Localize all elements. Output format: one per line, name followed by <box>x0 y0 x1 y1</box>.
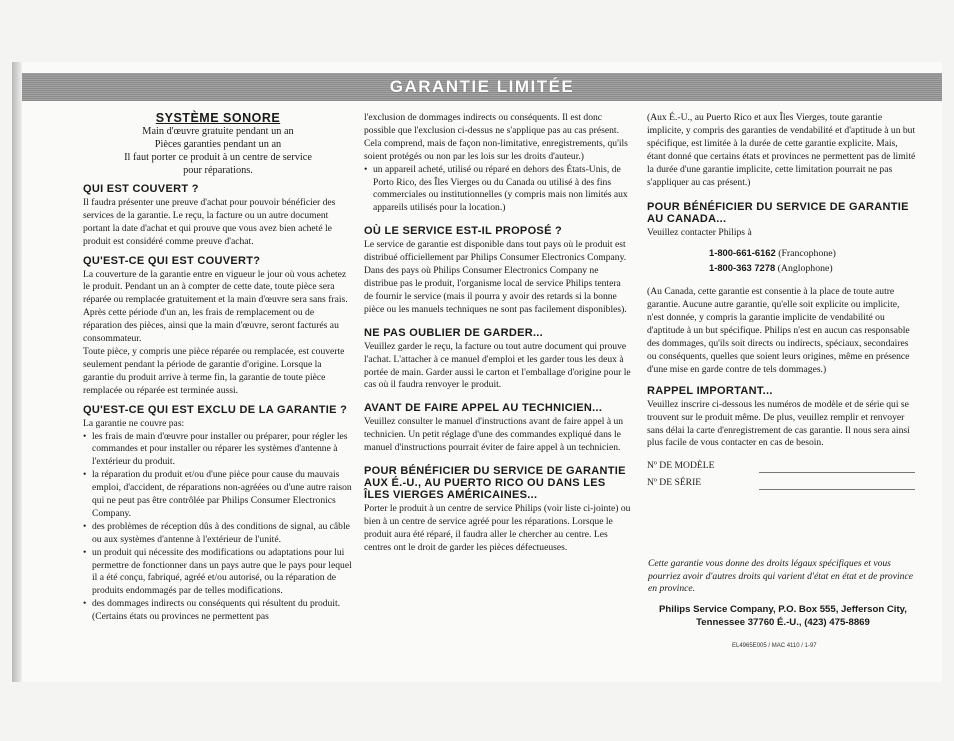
phone-language: (Anglophone) <box>777 263 833 275</box>
phone-number: 1-800-363 7278 <box>709 262 776 274</box>
heading-us-service: POUR BÉNÉFICIER DU SERVICE DE GARANTIE AUX É.-U., AU PUERTO RICO OU DANS LES ÎLES VIERGES AMÉRICAINES... <box>364 465 626 502</box>
column-middle <box>364 112 632 558</box>
list-item: • les frais de main d'œuvre pour installer ou préparer, pour régler les commandes et pour installer ou réparer les systèmes d'antenne à l'extérieur du produit. <box>92 431 353 470</box>
model-number-field[interactable] <box>647 460 917 473</box>
who-covered-text: Il faudra présenter une preuve d'achat pour pouvoir bénéficier des services de la garantie. Le reçu, la facture ou un autre document portant la date d'achat et qui prouve que vous avez bien acheté le produit est considéré comme preuve d'achat. <box>83 196 336 247</box>
heading-canada-service: POUR BÉNÉFICIER DU SERVICE DE GARANTIE AU CANADA... <box>647 201 909 226</box>
phone-entry <box>709 261 917 276</box>
page-binding-shadow <box>12 62 22 682</box>
phone-language: (Francophone) <box>778 248 836 260</box>
list-item: • la réparation du produit et/ou d'une pièce pour cause du mauvais emploi, d'accident, de réparations non-agréées ou d'une autre raison qui ne peut pas être contrôlée par Philips Consumer Electronics Company. <box>92 469 353 521</box>
phone-list <box>709 246 917 276</box>
model-number-line[interactable] <box>759 462 915 473</box>
legal-rights-text: Cette garantie vous donne des droits légaux spécifiques et vous pourriez avoir d'autres droits qui varient d'état en état et de province en province. <box>648 558 913 595</box>
serial-number-line[interactable] <box>759 479 915 490</box>
keep-text: Veuillez garder le reçu, la facture ou tout autre document qui prouve l'achat. L'attacher à ce manuel d'emploi et les garder tous les deux à portée de main. Garder aussi le carton et l'emballage d'origine pour le cas où il faudra renvoyer le produit. <box>364 340 631 391</box>
before-technician-text: Veuillez consulter le manuel d'instructions avant de faire appel à un technicien. Un petit réglage d'une des commandes expliqué dans le manuel d'instructions pourrait éviter de faire appel à un technicien. <box>364 416 624 454</box>
column-right <box>647 112 917 490</box>
heading-exclusions: QU'EST-CE QUI EST EXCLU DE LA GARANTIE ? <box>83 403 348 416</box>
phone-number: 1-800-661-6162 <box>709 247 776 259</box>
list-item: • un appareil acheté, utilisé ou réparé en dehors des États-Unis, de Porto Rico, des Îles Vierges ou du Canada ou utilisé à des fins commerciales ou institutionnelles (y compris mais non limités aux appareils utilisés pour la location.) <box>373 164 632 216</box>
list-item: • des problèmes de réception dûs à des conditions de signal, au câble ou aux systèmes d'antenne à l'extérieur de l'unité. <box>92 521 353 547</box>
phone-entry <box>709 246 917 261</box>
summary-line: Pièces garanties pendant un an <box>154 138 282 150</box>
list-item: • un produit qui nécessite des modifications ou adaptations pour lui permettre de fonctionner dans un pays autre que le pays pour lequel il a été conçu, fabriqué, agréé et/ou autorisé, ou la réparation de produits endommagés par de telles modifications. <box>92 547 353 599</box>
page-title: GARANTIE LIMITÉE <box>389 77 575 96</box>
heading-reminder: RAPPEL IMPORTANT... <box>647 384 773 397</box>
what-covered-text-2: Toute pièce, y compris une pièce réparée ou remplacée, est couverte seulement pendant la période de garantie d'origine. Lorsque la garantie du produit arrive à terme fin, la garantie de toute pièce remplacée ou réparée est terminée aussi. <box>83 345 345 396</box>
serial-number-field[interactable] <box>647 477 917 490</box>
summary-line: Il faut porter ce produit à un centre de service <box>124 151 312 163</box>
title-banner <box>22 73 942 101</box>
canada-contact-text: Veuillez contacter Philips à <box>647 227 752 239</box>
reminder-text: Veuillez inscrire ci-dessous les numéros de modèle et de série qui se trouvent sur le produit même. De plus, veuillez remplir et renvoyer sans délai la carte d'enregistrement de cas garantie. Il nous sera ainsi plus facile de vous contacter en cas de besoin. <box>647 398 910 449</box>
where-service-text: Le service de garantie est disponible dans tout pays où le produit est distribué officiellement par Philips Consumer Electronics Company. Dans des pays où Philips Consumer Electronics Company ne distribue pas le produit, l'organisme local de service Philips tentera de fournir le service (mais il pourra y avoir des retards si la bonne pièce ou les manuels techniques ne sont pas facilement disponibles). <box>364 239 627 315</box>
summary-line: Main d'œuvre gratuite pendant un an <box>142 125 294 137</box>
warranty-summary <box>83 125 353 177</box>
exclusions-list-cont <box>364 164 632 216</box>
heading-who-covered: QUI EST COUVERT ? <box>83 182 199 195</box>
document-code: EL4965E005 / MAC 4110 / 1-97 <box>732 643 817 649</box>
heading-keep: NE PAS OUBLIER DE GARDER... <box>364 326 544 339</box>
model-number-label: Nº DE MODÈLE <box>647 460 715 472</box>
serial-number-label: Nº DE SÉRIE <box>647 477 702 489</box>
implied-warranty-us-text: (Aux É.-U., au Puerto Rico et aux Îles Vierges, toute garantie implicite, y compris des garanties de vendabilité et d'aptitude à un but spécifique, est limitée à la durée de cette garantie explicite. Mais, étant donné que certains états et provinces ne permettent pas de limité la durée d'une garantie implicite, cette limitation pourrait ne pas s'appliquer au cas présent.) <box>647 112 916 188</box>
heading-before-technician: AVANT DE FAIRE APPEL AU TECHNICIEN... <box>364 402 603 415</box>
service-address: Philips Service Company, P.O. Box 555, Jefferson City, Tennessee 37760 É.-U., (423) 475-8869 <box>659 604 907 628</box>
list-item: • des dommages indirects ou conséquents qui résultent du produit. (Certains états ou provinces ne permettent pas <box>92 598 353 624</box>
summary-line: pour réparations. <box>183 164 253 176</box>
heading-where-service: OÙ LE SERVICE EST-IL PROPOSÉ ? <box>364 225 563 238</box>
canada-warranty-text: (Au Canada, cette garantie est consentie à la place de toute autre garantie. Aucune autre garantie, qu'elle soit explicite ou implicite, n'est donnée, y compris la garantie implicite de vendabilité ou d'aptitude à un but spécifique. Philips n'est en aucun cas responsable des dommages, qu'ils soit directs ou indirects, spéciaux, secondaires ou conséquents, quelles que soient leurs origines, même en présence d'une mise en garde contre de tels dommages.) <box>647 286 910 375</box>
exclusions-list <box>83 431 353 625</box>
heading-what-covered: QU'EST-CE QUI EST COUVERT? <box>83 254 261 267</box>
system-title: SYSTÈME SONORE <box>155 111 281 125</box>
exclusions-continued: l'exclusion de dommages indirects ou conséquents. Il est donc possible que l'exclusion ci-dessus ne s'applique pas au cas présent. Cela comprend, mais de façon non-limitative, enregistrements, qu'ils soient protégés ou non par les lois sur les droits d'auteur.) <box>364 112 628 162</box>
exclusions-intro: La garantie ne couvre pas: <box>83 417 185 429</box>
column-left <box>83 112 353 624</box>
what-covered-text: La couverture de la garantie entre en vigueur le jour où vous achetez le produit. Pendant un an à compter de cette date, toute pièce sera réparée ou remplacée gratuitement et la main d'œuvre sera sans frais. Après cette période d'un an, les frais de remplacement ou de réparation des pièces, ainsi que la main d'œuvre, seront facturés au consommateur. <box>83 268 348 345</box>
us-service-text: Porter le produit à un centre de service Philips (voir liste ci-jointe) ou bien à un centre de service agréé pour les réparations. Lorsque le produit aura été réparé, il faudra aller le chercher au centre. Les centres ont le droit de garder les pièces défectueuses. <box>364 503 631 553</box>
